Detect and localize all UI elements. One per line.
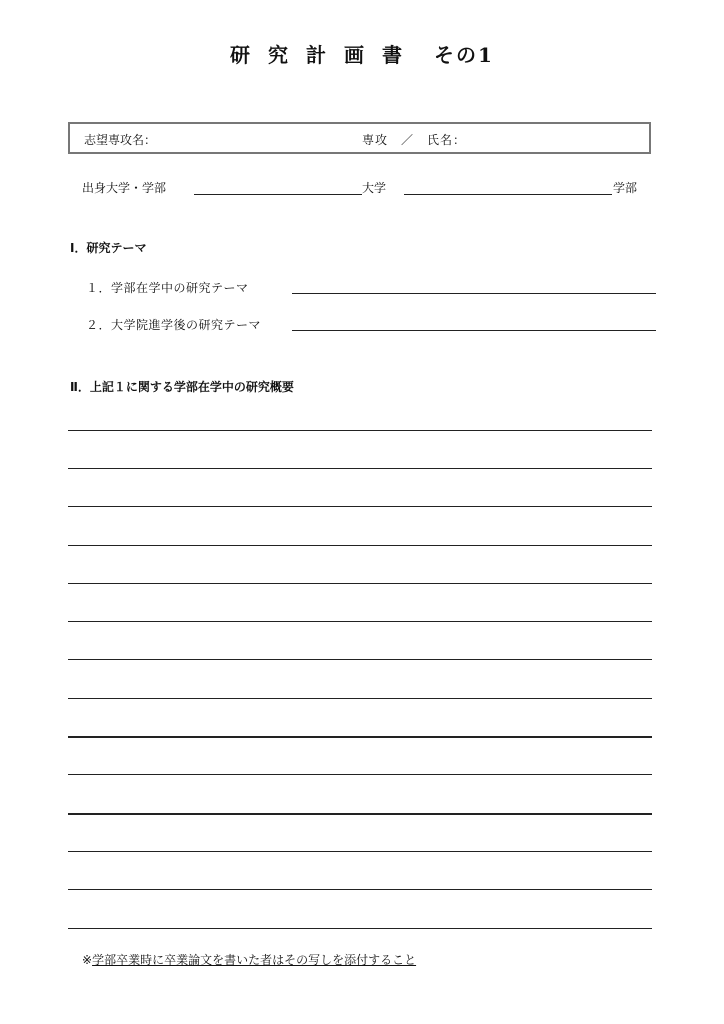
university-name-line[interactable] (194, 194, 362, 195)
undergrad-theme-line[interactable] (292, 293, 656, 294)
writing-line[interactable] (68, 813, 652, 815)
note-mark: ※ (82, 953, 93, 967)
writing-line[interactable] (68, 506, 652, 507)
writing-line[interactable] (68, 889, 652, 890)
undergrad-theme-label: １．学部在学中の研究テーマ (86, 281, 249, 295)
writing-line[interactable] (68, 774, 652, 775)
desired-major-label: 志望専攻名： (84, 133, 157, 147)
writing-line[interactable] (68, 621, 652, 622)
graduate-theme-label: ２．大学院進学後の研究テーマ (86, 318, 262, 332)
writing-line[interactable] (68, 698, 652, 699)
faculty-name-line[interactable] (404, 194, 612, 195)
writing-line[interactable] (68, 430, 652, 431)
university-suffix: 大学 (362, 181, 387, 195)
origin-university-label: 出身大学・学部 (82, 181, 167, 195)
writing-line[interactable] (68, 583, 652, 584)
writing-line[interactable] (68, 928, 652, 929)
major-name-label: 専攻 ／ 氏名： (362, 133, 467, 147)
section-research-summary-heading: Ⅱ．上記１に関する学部在学中の研究概要 (70, 380, 294, 394)
attachment-note (82, 953, 416, 967)
note-text: 学部卒業時に卒業論文を書いた者はその写しを添付すること (92, 953, 417, 967)
writing-line[interactable] (68, 545, 652, 546)
section-research-theme-heading: Ⅰ．研究テーマ (70, 241, 147, 255)
writing-line[interactable] (68, 659, 652, 660)
writing-line[interactable] (68, 851, 652, 852)
graduate-theme-line[interactable] (292, 330, 656, 331)
document-title (0, 42, 724, 68)
writing-line[interactable] (68, 468, 652, 469)
title-sub: その1 (434, 43, 494, 67)
title-main: 研究計画書 (230, 43, 421, 67)
faculty-suffix: 学部 (613, 181, 638, 195)
applicant-info-box (68, 122, 651, 154)
writing-line[interactable] (68, 736, 652, 738)
